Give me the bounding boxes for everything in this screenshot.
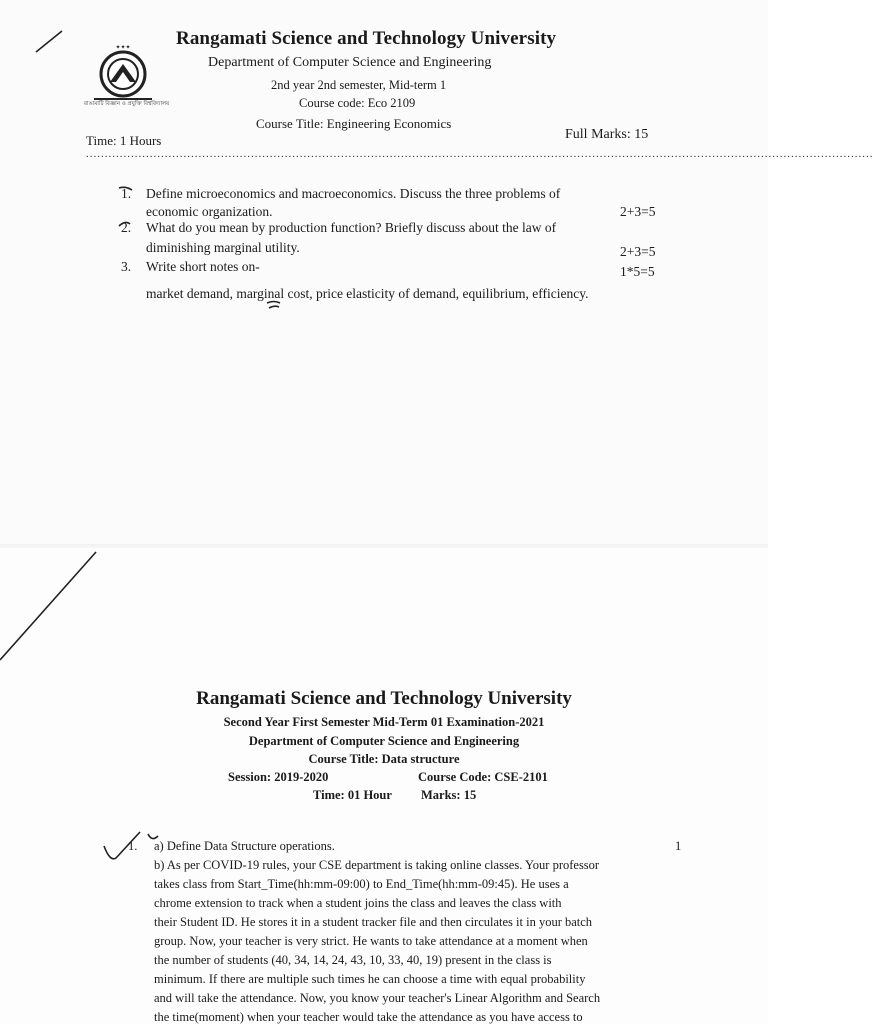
question-text: What do you mean by production function? Briefly discuss about the law of xyxy=(146,220,557,235)
paragraph-line: takes class from Start_Time(hh:mm-09:00) to End_Time(hh:mm-09:45). He uses a xyxy=(154,877,569,891)
paragraph-line: their Student ID. He stores it in a student tracker file and then circulates it in your batch xyxy=(154,915,593,929)
tick-mark-icon xyxy=(100,828,160,868)
exam-title: Second Year First Semester Mid-Term 01 Examination-2021 xyxy=(223,715,545,729)
course-title: Course Title: Data structure xyxy=(308,752,460,766)
paragraph-line: and will take the attendance. Now, you know your teacher's Linear Algorithm and Search xyxy=(154,991,601,1005)
question-number: 1. xyxy=(128,839,138,853)
paragraph-line: the number of students (40, 34, 14, 24, 43, 10, 33, 40, 19) present in the class is xyxy=(154,953,552,967)
question-number: 2. xyxy=(121,220,132,235)
course-code: Course Code: CSE-2101 xyxy=(418,770,548,784)
question-marks: 1*5=5 xyxy=(620,264,655,279)
pen-annotation-icon xyxy=(116,182,146,252)
full-marks: Full Marks: 15 xyxy=(565,127,649,142)
exam-marks: Marks: 15 xyxy=(421,788,477,802)
exam-time: Time: 1 Hours xyxy=(86,133,162,148)
session-info: Session: 2019-2020 xyxy=(228,770,329,784)
university-name: Rangamati Science and Technology University xyxy=(176,28,557,49)
paragraph-line: the time(moment) when your teacher would take the attendance as you have access to xyxy=(154,1010,583,1024)
dotted-divider: .................................................................................................................................................................................................................. xyxy=(86,148,874,160)
question-text: market demand, marginal cost, price elasticity of demand, equilibrium, efficiency. xyxy=(146,286,589,301)
question-paragraph xyxy=(154,856,682,1027)
logo-caption: রাঙামাটি বিজ্ঞান ও প্রযুক্তি বিশ্ববিদ্যালয় xyxy=(84,101,170,107)
paragraph-line: chrome extension to track when a student joins the class and leaves the class with xyxy=(154,896,562,910)
paragraph-line: group. Now, your teacher is very strict. He wants to take attendance at a moment when xyxy=(154,934,588,948)
paragraph-line: b) As per COVID-19 rules, your CSE department is taking online classes. Your professor xyxy=(154,858,600,872)
question-marks: 1 xyxy=(675,839,682,853)
question-text: Write short notes on- xyxy=(146,259,260,274)
question-text: Define microeconomics and macroeconomics. Discuss the three problems of xyxy=(146,186,561,201)
exam-time: Time: 01 Hour xyxy=(313,788,392,802)
department-name: Department of Computer Science and Engineering xyxy=(208,55,492,70)
department-name: Department of Computer Science and Engineering xyxy=(248,734,520,748)
course-code: Course code: Eco 2109 xyxy=(299,96,416,110)
pen-annotation-icon xyxy=(264,298,284,312)
question-text: diminishing marginal utility. xyxy=(146,240,300,255)
question-text: economic organization. xyxy=(146,204,273,219)
paragraph-line: minimum. If there are multiple such times he can choose a time with equal probability xyxy=(154,972,586,986)
university-name: Rangamati Science and Technology University xyxy=(196,688,572,709)
pen-stroke-icon xyxy=(0,548,100,668)
university-logo-icon xyxy=(88,40,158,110)
tick-mark-icon xyxy=(34,28,66,54)
question-text: a) Define Data Structure operations. xyxy=(154,839,335,853)
question-number: 1. xyxy=(121,186,132,201)
semester-info: 2nd year 2nd semester, Mid-term 1 xyxy=(271,78,447,92)
svg-text:✦✦✦: ✦✦✦ xyxy=(115,44,131,51)
question-number: 3. xyxy=(121,259,132,274)
exam-page-2 xyxy=(0,548,768,1024)
course-title: Course Title: Engineering Economics xyxy=(256,116,452,131)
question-marks: 2+3=5 xyxy=(620,204,656,219)
question-marks: 2+3=5 xyxy=(620,244,656,259)
